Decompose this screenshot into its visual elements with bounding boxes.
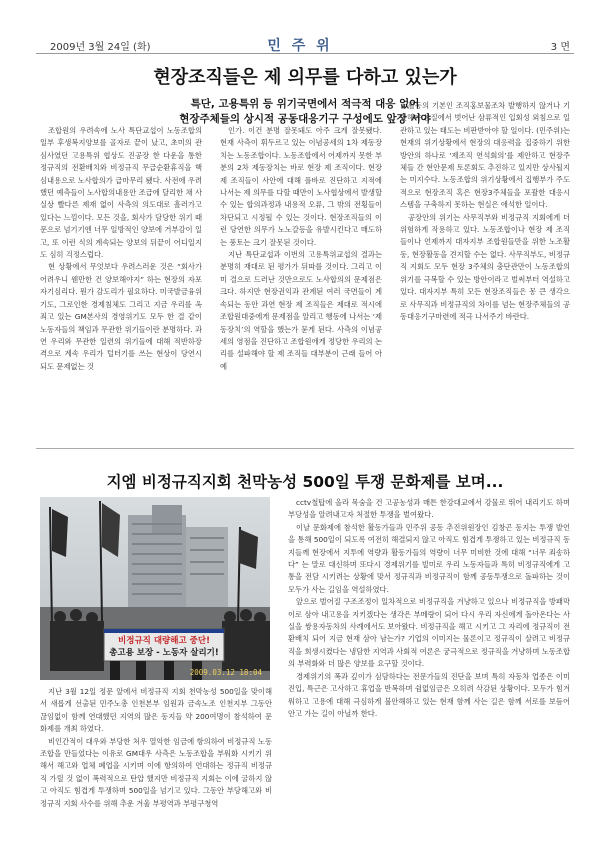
header-rule: [36, 53, 574, 54]
paragraph: 조합원의 우려속에 노사 특단교섭이 노동조합의 일부 후생복지양보를 골자로 끝이 났고, 초미의 관심사였던 고용특위 협상도 진공장 한 다운을 통한 정규직의 전환배치와 비정규직 무급순환휴직을 핵심내용으로 노사합의가 급마무리 됐다. 사전에 우려했던 예측들이 노사합의내용안 조급에 달리한 채 사실상 빨다른 제재 없이 사측의 의도대로 흘러가고 있다는 느낌이다. 모든 것을, 회사가 담당한 위기 때문으로 넘기기엔 너무 일방적인 양보에 거부감이 일고, 또 이런 식의 계속되는 양보의 뒤끝이 어디일지도 심히 걱정스럽다.: [40, 126, 202, 260]
article2-title: 지엠 비정규직지회 천막농성 500일 투쟁 문화제를 보며...: [106, 473, 504, 491]
paragraph: cctv철탑에 올라 목숨을 건 고공농성과 매튼 한강대교에서 강물로 뛰어 내리기도 하며 부당성을 알려내고자 처절한 투쟁을 벌여왔다.: [288, 498, 570, 520]
article1-column-1: [40, 125, 202, 443]
paragraph: 현 상황에서 무엇보다 우려스러운 것은 “회사가 어려우니 웬만한 건 양보해야지” 하는 현장의 자포자기심리다. 뭔가 감도리가 필요하다. 미국발금융위기도, 그로인한 경제침체도 그리고 지금 우리를 옥죄고 있는 GM본사의 경영위기도 모두 한 결 같이 노동자들의 책임과 무관한 위기들이란 분명하다. 과연 우리와 무관한 일련의 위기들에 대해 적반하장 격으로 계속 우리가 털터기를 쓰는 현상이 당연시 되도 문제없는 것: [40, 262, 202, 371]
paragraph: 지난 3월 12일 정문 앞에서 비정규직 지회 천막농성 500일을 맞이해서 새롭게 선출된 민주노총 인천본부 임원과 금속노조 인천지부 그동안 끊임없이 함께 연대했던 지역의 많은 동지들 약 200여명이 참석하여 문화제를 개최 하였다.: [40, 687, 272, 734]
photo-timestamp: 2009.03.12 18:04: [189, 668, 262, 677]
article1-column-2: [220, 125, 382, 443]
paragraph: 앞으로 벌어질 구조조정이 일차적으로 비정규직을 겨냥하고 있으나 비정규직을 방패막이로 삼아 내고용을 지키겠다는 생각은 부메랑이 되어 다시 우리 자신에게 돌아온다는 사실을 쌍용자동차의 사례에서도 보아왔다. 비정규직을 해고 시키고 그 자리에 정규직이 전환배치 되어 지금 현재 삼아 남는가? 기업의 이미지는 물론이고 정규직이 살려고 비정규직을 희생시켰다는 냉담한 지역과 사회적 여론은 궁극적으로 정규직을 겨냥하며 노동조합의 부력화와 더 많은 양보를 요구할 것이다.: [288, 597, 570, 669]
article1-column-3: [400, 100, 570, 443]
page-number: 3 면: [550, 42, 570, 53]
article1-title: 현장조직들은 제 의무를 다하고 있는가: [153, 67, 457, 88]
banner-text-1: 비정규직 대량해고 중단!: [118, 636, 210, 646]
banner-text-2: 총고용 보장 - 노동자 살리기!: [109, 648, 219, 658]
article1-subtitle-2: 현장주체들의 상시적 공동대응기구 구성에도 앞장 서야: [179, 113, 431, 125]
issue-date: 2009년 3월 24일 (화): [50, 42, 151, 53]
paragraph: 활동의 기본인 조직홍보물조차 발행하지 않거나 기껏해야 본질에서 벗어난 삼류적인 입회성 외침으로 일관하고 있는 태도는 비판받아야 할 일이다. (민주위)는 현재의 위기상황에서 현장의 대응력을 집중하기 위한 방안의 하나로 ‘제조직 연석회의’를 제안하고 현장주체들 간 현안문제 토론회도 추진하고 있지만 상사될지는 미지수다. 노동조합의 위기상황에서 집행부가 주도적으로 현장조직 혹은 현장3주체들을 포괄한 대응시스템을 구축하지 못하는 현실은 애석한 일이다.: [400, 101, 570, 210]
rally-photo: [40, 497, 270, 680]
paragraph: 지난 특단교섭과 이번의 고용특위교섭의 결과는 분명히 재대로 된 평가가 뒤따를 것이다. 그리고 이미 결으로 드러난 것만으로도 노사합의의 문제점은 크다. 하지만 현장권익과 관계된 여러 국면들이 계속되는 동안 과연 현장 제 조직들은 제대로 적시에 조합원대중에게 문제점을 알리고 행동에 나서는 ‘제동장치’의 역할을 했는가 묻게 된다. 사측의 이념공세의 영점을 진단하고 조합원에게 정당한 우리의 논리를 설파해야 할 제 조직들 대부분이 근래 들어 아예: [220, 250, 382, 371]
paragraph: 경제위기의 폭과 깊이가 심담하다는 전문가들의 진단을 보며 특히 자동차 업종은 이미 진입, 특근은 고사하고 휴업을 반복하며 쉼없임금은 오히려 삭감된 상황이다. 모두가 힘겨워하고 고용에 대해 극심하게 불안해하고 있는 현재 함께 사는 길은 함께 서로를 보듬어 안고 가는 길이 아닐까 한다.: [288, 671, 570, 718]
paragraph: 공장안의 위기는 사무직부와 비정규직 지회에게 더 위험하게 작용하고 있다. 노동조합이나 현장 제 조직들이나 언제까지 대자지부 조합원들만을 위한 노조활동, 현장활동을 견지할 수는 없다. 사무직부도, 비정규직 지회도 모두 현장 3주체의 충단관만이 노동조합의 위기를 극복할 수 있는 방안이라고 벌써부터 역설하고 있다. 대자지부 특히 모든 현장조직들은 몽 큰 생각으로 사무직과 비정규직의 차이를 넘는 현장주체들의 공동대응기구마련에 적극 나서주기 바란다.: [400, 212, 570, 321]
page-header: [0, 0, 600, 58]
article2-column-right: [288, 497, 570, 861]
newsletter-name: 민 주 위: [267, 38, 333, 54]
article1-subtitle-1: 특단, 고용특위 등 위기국면에서 적극적 대응 없어: [190, 98, 420, 110]
paragraph: 이날 문화제에 참석한 활동가들과 민주위 공동 추진위원장인 김창곤 동지는 투쟁 발언을 통해 500일이 되도록 여전히 해결되지 않고 아직도 힘겹게 투쟁하고 있는 비정규직 동지들께 현장에서 지투에 역량과 활동가들의 역량이 너무 미비한 것에 대해 “너무 죄송하다” 는 말로 대신하며 또다시 경제위기를 빌미로 우리 노동자들과 특히 비정규직에게 고통을 전담 시키려는 상황에 맞서 정규직과 비정규직이 함께 공동투쟁으로 돌파하는 것이 모두가 사는 길임을 역설하였다.: [288, 522, 570, 594]
section-divider: [36, 448, 574, 449]
article2-column-left: [40, 686, 272, 861]
paragraph: 인가. 이건 분명 잘못돼도 아주 크게 잘못됐다. 현재 사측이 휘두르고 있는 이념공세의 1차 제동장치는 노동조합이다. 노동조합에서 어제까지 못한 부분의 2차 제동장치는 바로 현장 제 조직이다. 현장 제 조직들이 사안에 대해 플바로 진단하고 지적에 나서는 제 의무를 다할 때만이 노사협상에서 발생할 수 있는 합의과정과 내용적 오류, 그 밖의 전횡들이 차단되고 시정될 수 있는 것이다. 현장조직들의 이런 당연한 의무가 노노갈등을 유발시킨다고 매도하는 풍토는 크기 잘못된 것이다.: [220, 126, 382, 247]
paragraph: 비인간적이 대우와 부당한 처우 열악한 임금에 항의하여 비정규직 노동조합을 만들었다는 이유로 GM대우 사측은 노동조합을 부워화 시키기 위해서 해고와 업체 폐업을 시키며 이에 항의하여 언대하는 정규직 비정규직 가릴 것 없이 폭력적으로 탄압 했지만 비정규직 지회는 이에 굴하지 않고 아직도 힘겹게 투쟁하며 500일을 넘기고 있다. 그동안 부당해고와 비정규직 지회 사수를 위해 추운 겨울 부평역과 부평구청역: [40, 736, 272, 808]
